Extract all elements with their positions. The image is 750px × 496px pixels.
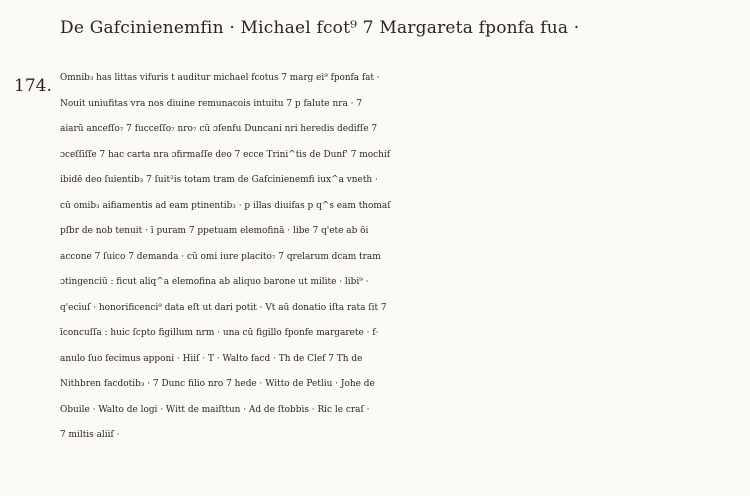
- text-line: accone 7 ſuico 7 demanda · cū omi iure placito₇ 7 qrelarum dcam tram: [60, 251, 381, 262]
- text-line: cū omib₃ aifiamentis ad eam ptinentib₃ · p illas diuifas p q^s eam thomaſ: [60, 200, 391, 211]
- text-line: Nouit uniufitas vra nos diuine remunacois intuitu 7 p falute nra · 7: [60, 98, 363, 109]
- text-line: 7 miltis aliiſ ·: [60, 430, 120, 440]
- text-line: Obuile · Walto de logi · Witt de maiſttun · Ad de ſtobbis · Ric le craſ ·: [60, 404, 370, 415]
- section-heading: De Gafcinienemfin · Michael fcot⁹ 7 Margareta fponfa fua ·: [60, 18, 580, 38]
- text-line: Nithbren facdotib₃ · 7 Dunc filio nro 7 hede · Witto de Petliu · Johe de: [60, 379, 375, 389]
- charter-number: 174.: [14, 76, 52, 96]
- text-line: anulo ſuo fecimus apponi · Hiiſ · T · Walto facd · Th de Clef 7 Th de: [60, 353, 363, 364]
- text-line: ibidē deo ſuientib₃ 7 ſuit²is totam tram de Gafcinienemfi iux^a vneth ·: [60, 175, 378, 185]
- text-line: ɔtingenciū : ficut aliq^a elemofina ab aliquo barone ut milite · libi⁹ ·: [60, 277, 369, 287]
- text-line: ɔceſſiſſe 7 hac carta nra ɔfirmaſſe deo 7 ecce Trini^tis de Dunf' 7 mochif: [60, 149, 391, 160]
- text-line: īconcuſſa : huic ſcpto figillum nrm · una cū figillo fponfe margarete · f·: [60, 328, 379, 338]
- text-line: Omnib₃ has littas vifuris t auditur michael fcotus 7 marg ei⁹ fponfa fat ·: [60, 73, 380, 83]
- text-line: pſbr de nob tenuit · ī puram 7 ppetuam elemofinā · libe 7 q'ete ab ōi: [60, 226, 369, 236]
- text-line: aiarū ancefſo₇ 7 fucceſſo₇ nro₇ cū ɔfenfu Duncani nri heredis dedifſe 7: [60, 124, 378, 134]
- charter-text: [60, 66, 750, 449]
- text-line: q'eciuſ · honorificenci⁹ data eſt ut dari potit · Vt aū donatio iſta rata ſit 7: [60, 302, 387, 313]
